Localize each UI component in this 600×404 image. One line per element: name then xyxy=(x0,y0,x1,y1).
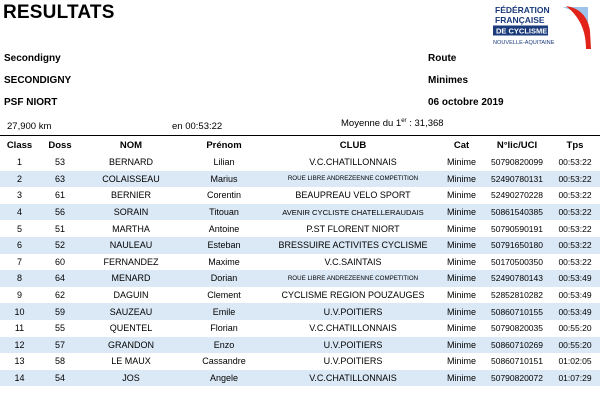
cell-nom: QUENTEL xyxy=(109,323,153,334)
cell-prenom: Cassandre xyxy=(202,356,246,367)
cell-tps: 00:55:20 xyxy=(550,337,600,354)
cell-doss: 59 xyxy=(39,303,81,320)
table-row xyxy=(0,171,600,188)
cell-class: 4 xyxy=(0,204,39,221)
cell-lic: 50170500350 xyxy=(490,256,543,267)
cell-lic: 50790820099 xyxy=(490,157,543,168)
column-header-prenom: Prénom xyxy=(206,140,242,151)
cell-tps: 00:53:49 xyxy=(558,290,592,301)
cell-club: P.ST FLORENT NIORT xyxy=(306,223,400,234)
cell-nom: DAGUIN xyxy=(113,290,149,301)
event-location: Secondigny xyxy=(4,53,61,64)
cell-cat: Minime xyxy=(446,323,476,334)
cell-club: AVENIR CYCLISTE CHATELLERAUDAIS xyxy=(267,204,439,221)
page-title: RESULTATS xyxy=(3,2,115,23)
table-row xyxy=(0,370,600,387)
logo-text-line1: FÉDÉRATION xyxy=(495,5,550,15)
cell-lic: 50860710151 xyxy=(490,356,543,367)
cell-lic: 50860710269 xyxy=(484,337,550,354)
cell-nom: NAULEAU xyxy=(81,237,181,254)
table-row xyxy=(0,204,600,221)
cell-cat: Minime xyxy=(439,303,484,320)
cell-class: 12 xyxy=(0,337,39,354)
cell-class: 8 xyxy=(0,270,39,287)
average-speed xyxy=(341,118,444,129)
cell-lic: 52490780131 xyxy=(484,171,550,188)
results-table xyxy=(0,137,600,386)
top-divider xyxy=(0,135,600,136)
average-value: : 31,368 xyxy=(409,118,444,130)
logo-text-line4: NOUVELLE-AQUITAINE xyxy=(493,40,555,46)
cell-prenom: Corentin xyxy=(206,190,242,201)
table-header-row xyxy=(0,137,600,154)
average-sup: er xyxy=(401,118,407,124)
cell-class: 9 xyxy=(16,290,22,301)
cell-club: BEAUPREAU VELO SPORT xyxy=(295,190,411,201)
cell-tps: 00:53:22 xyxy=(550,237,600,254)
cell-prenom: Angele xyxy=(181,370,267,387)
cell-club: V.C.CHATILLONNAIS xyxy=(267,370,439,387)
cell-cat: Minime xyxy=(446,256,476,267)
cell-club: BRESSUIRE ACTIVITES CYCLISME xyxy=(267,237,439,254)
cell-lic: 50791650180 xyxy=(484,237,550,254)
event-date: 06 octobre 2019 xyxy=(428,97,504,108)
cell-cat: Minime xyxy=(439,270,484,287)
cell-cat: Minime xyxy=(446,223,476,234)
cell-tps: 00:53:22 xyxy=(558,190,592,201)
cell-tps: 00:53:22 xyxy=(558,157,592,168)
cell-class: 2 xyxy=(0,171,39,188)
table-row xyxy=(0,287,600,304)
cell-prenom: Florian xyxy=(210,323,238,334)
table-row xyxy=(0,237,600,254)
cell-lic: 50790820072 xyxy=(484,370,550,387)
cell-doss: 55 xyxy=(54,323,65,334)
cell-prenom: Lilian xyxy=(213,157,235,168)
cell-tps: 00:53:22 xyxy=(558,256,592,267)
results-body xyxy=(0,154,600,386)
cell-cat: Minime xyxy=(446,356,476,367)
cell-cat: Minime xyxy=(439,370,484,387)
cell-lic: 52852810282 xyxy=(490,290,543,301)
cell-prenom: Marius xyxy=(181,171,267,188)
cell-lic: 50790820035 xyxy=(490,323,543,334)
cell-nom: MENARD xyxy=(81,270,181,287)
cell-doss: 54 xyxy=(39,370,81,387)
table-row xyxy=(0,254,600,271)
cell-nom: LE MAUX xyxy=(111,356,151,367)
cell-nom: COLAISSEAU xyxy=(81,171,181,188)
cell-prenom: Clement xyxy=(207,290,241,301)
column-header-doss: Doss xyxy=(48,140,72,151)
cell-doss: 62 xyxy=(54,290,65,301)
event-discipline: Route xyxy=(428,53,457,64)
table-row xyxy=(0,270,600,287)
cell-cat: Minime xyxy=(439,204,484,221)
event-category: Minimes xyxy=(428,75,469,86)
table-row xyxy=(0,154,600,171)
cell-tps: 00:53:22 xyxy=(558,223,592,234)
winner-time: en 00:53:22 xyxy=(172,121,223,132)
cell-doss: 57 xyxy=(39,337,81,354)
cell-doss: 60 xyxy=(54,256,65,267)
table-row xyxy=(0,337,600,354)
cell-prenom: Esteban xyxy=(181,237,267,254)
cell-tps: 00:53:49 xyxy=(550,303,600,320)
cell-lic: 52490780143 xyxy=(484,270,550,287)
cell-nom: SORAIN xyxy=(81,204,181,221)
cell-lic: 50790590191 xyxy=(490,223,543,234)
logo-text-line3: DE CYCLISME xyxy=(496,26,548,36)
cell-prenom: Maxime xyxy=(208,256,240,267)
cell-club: U.V.POITIERS xyxy=(267,337,439,354)
event-location-caps: SECONDIGNY xyxy=(4,75,72,86)
event-organizer: PSF NIORT xyxy=(4,97,58,108)
cell-lic: 50861540385 xyxy=(484,204,550,221)
table-row xyxy=(0,187,600,204)
column-header-cat: Cat xyxy=(453,140,470,151)
cell-class: 10 xyxy=(0,303,39,320)
cell-cat: Minime xyxy=(446,157,476,168)
column-header-class: Class xyxy=(6,140,33,151)
cell-class: 7 xyxy=(16,256,22,267)
table-row xyxy=(0,303,600,320)
cell-tps: 01:02:05 xyxy=(558,356,592,367)
cell-tps: 00:53:49 xyxy=(550,270,600,287)
cell-class: 5 xyxy=(16,223,22,234)
cell-cat: Minime xyxy=(439,171,484,188)
cell-prenom: Enzo xyxy=(181,337,267,354)
logo-text-line2: FRANÇAISE xyxy=(495,15,545,25)
cell-doss: 53 xyxy=(54,157,65,168)
cell-doss: 64 xyxy=(39,270,81,287)
cell-prenom: Emile xyxy=(181,303,267,320)
cell-tps: 00:53:22 xyxy=(550,204,600,221)
cell-nom: MARTHA xyxy=(112,223,150,234)
cell-prenom: Titouan xyxy=(181,204,267,221)
cell-lic: 52490270228 xyxy=(490,190,543,201)
cell-club: V.C.CHATILLONNAIS xyxy=(309,157,397,168)
cell-lic: 50860710155 xyxy=(484,303,550,320)
cell-club: CYCLISME REGION POUZAUGES xyxy=(281,290,425,301)
cell-tps: 00:53:22 xyxy=(550,171,600,188)
table-row xyxy=(0,220,600,237)
cell-doss: 51 xyxy=(54,223,65,234)
cell-club: ROUE LIBRE ANDREZEENNE COMPETITION xyxy=(267,270,439,287)
cell-cat: Minime xyxy=(446,290,476,301)
column-header-lic: N°lic/UCI xyxy=(496,140,538,151)
cell-nom: BERNIER xyxy=(110,190,151,201)
table-row xyxy=(0,320,600,337)
table-row xyxy=(0,353,600,370)
cell-prenom: Antoine xyxy=(208,223,240,234)
cell-doss: 61 xyxy=(54,190,65,201)
cell-club: ROUE LIBRE ANDREZEENNE COMPETITION xyxy=(267,171,439,188)
cell-doss: 58 xyxy=(54,356,65,367)
column-header-tps: Tps xyxy=(566,140,584,151)
cell-doss: 63 xyxy=(39,171,81,188)
column-header-nom: NOM xyxy=(119,140,143,151)
cell-doss: 52 xyxy=(39,237,81,254)
average-label: Moyenne du 1 xyxy=(341,118,402,130)
cell-class: 13 xyxy=(14,356,25,367)
cell-tps: 00:55:20 xyxy=(558,323,592,334)
cell-club: U.V.POITIERS xyxy=(267,303,439,320)
cell-tps: 01:07:29 xyxy=(550,370,600,387)
cell-nom: GRANDON xyxy=(81,337,181,354)
cell-class: 1 xyxy=(16,157,22,168)
cell-nom: SAUZEAU xyxy=(81,303,181,320)
cell-club: V.C.CHATILLONNAIS xyxy=(309,323,397,334)
ffc-logo xyxy=(492,3,592,53)
cell-cat: Minime xyxy=(439,337,484,354)
cell-class: 6 xyxy=(0,237,39,254)
cell-class: 11 xyxy=(14,323,25,334)
cell-nom: FERNANDEZ xyxy=(103,256,159,267)
cell-cat: Minime xyxy=(439,237,484,254)
cell-cat: Minime xyxy=(446,190,476,201)
cell-class: 14 xyxy=(0,370,39,387)
cell-club: V.C.SAINTAIS xyxy=(324,256,382,267)
cell-prenom: Dorian xyxy=(181,270,267,287)
cell-class: 3 xyxy=(16,190,22,201)
race-distance: 27,900 km xyxy=(7,121,52,132)
cell-nom: JOS xyxy=(81,370,181,387)
column-header-club: CLUB xyxy=(339,140,367,151)
cell-club: U.V.POITIERS xyxy=(323,356,383,367)
cell-doss: 56 xyxy=(39,204,81,221)
cell-nom: BERNARD xyxy=(108,157,153,168)
